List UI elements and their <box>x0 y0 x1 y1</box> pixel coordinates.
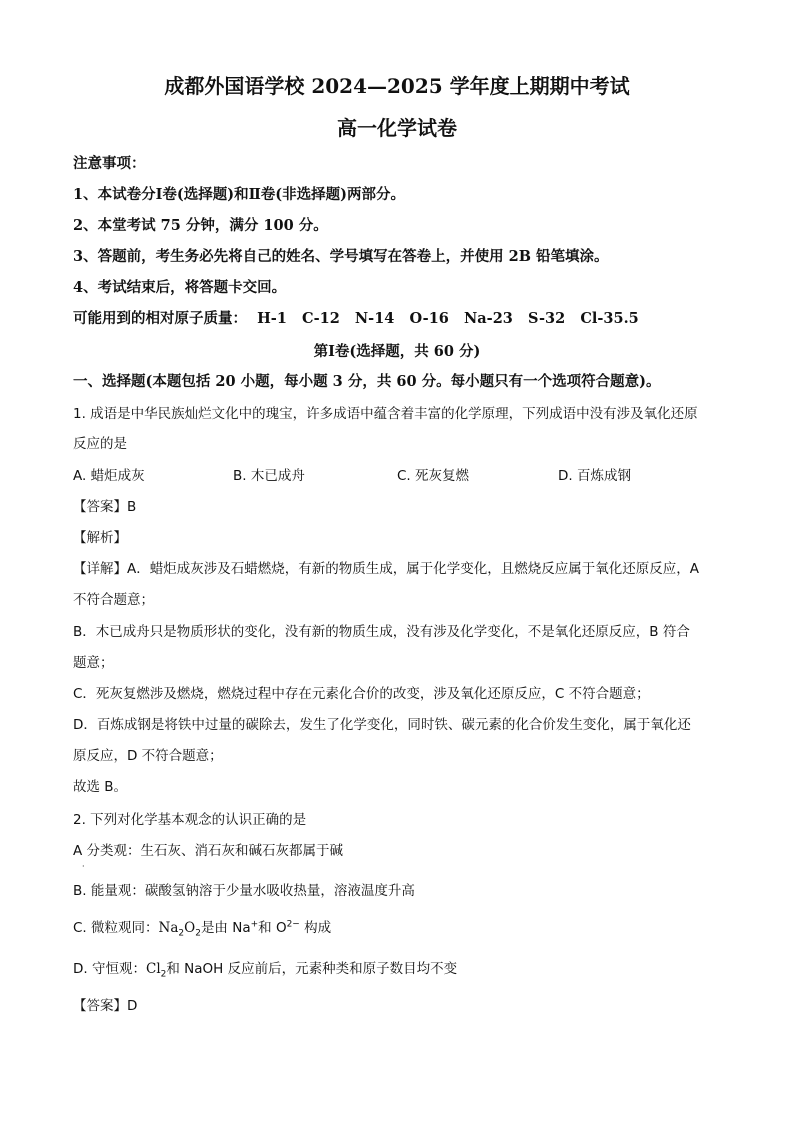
q2-option-d <box>73 957 457 980</box>
q1-detail-line: C．死灰复燃涉及燃烧，燃烧过程中存在元素化合价的改变，涉及氧化还原反应，C 不符合题意； <box>73 686 650 702</box>
q2-option-c-prefix: C. 微粒观同： <box>73 920 159 936</box>
note-item: 1、本试卷分Ⅰ卷(选择题)和Ⅱ卷(非选择题)两部分。 <box>73 186 406 203</box>
q2-option-c <box>73 916 331 939</box>
q1-answer: 【答案】B <box>73 499 137 515</box>
q2-option-b: B. 能量观：碳酸氢钠溶于少量水吸收热量，溶液温度升高 <box>73 883 415 899</box>
q1-detail-line: 不符合题意； <box>73 592 154 608</box>
formula-sub: 2 <box>178 928 185 939</box>
q2-option-c-and: 和 O <box>258 920 287 936</box>
notes-heading: 注意事项： <box>73 155 146 172</box>
note-item: 4、考试结束后，将答题卡交回。 <box>73 279 287 296</box>
dot-mark: · <box>82 862 85 871</box>
ion-charge: 2− <box>286 919 300 930</box>
question-2-stem: 2. 下列对化学基本观念的认识正确的是 <box>73 812 307 828</box>
formula-na: Na <box>158 920 179 936</box>
q2-option-a: A 分类观：生石灰、消石灰和碱石灰都属于碱 <box>73 843 344 859</box>
q1-detail-line: 故选 B。 <box>73 779 128 795</box>
q2-option-d-rest: 和 NaOH 反应前后，元素种类和原子数目均不变 <box>166 961 458 977</box>
q1-option-c: C. 死灰复燃 <box>397 468 470 484</box>
q1-detail-line: D．百炼成钢是将铁中过量的碳除去，发生了化学变化，同时铁、碳元素的化合价发生变化，属于氧化还 <box>73 717 691 733</box>
q2-option-c-mid: 是由 Na <box>200 920 251 936</box>
exam-subtitle: 高一化学试卷 <box>337 116 457 140</box>
q2-option-c-end: 构成 <box>299 920 332 936</box>
q2-answer: 【答案】D <box>73 998 138 1014</box>
atomic-mass-line: 可能用到的相对原子质量： H-1 C-12 N-14 O-16 Na-23 S-32 Cl-35.5 <box>73 310 639 327</box>
q1-analysis-label: 【解析】 <box>73 530 127 546</box>
q1-detail-line: 原反应，D 不符合题意； <box>73 748 223 764</box>
exam-title: 成都外国语学校 2024—2025 学年度上期期中考试 <box>164 74 630 98</box>
q1-detail-line: B．木已成舟只是物质形状的变化，没有新的物质生成，没有涉及化学变化，不是氧化还原反应，B 符合 <box>73 624 690 640</box>
note-item: 3、答题前，考生务必先将自己的姓名、学号填写在答卷上，并使用 2B 铅笔填涂。 <box>73 248 609 265</box>
note-item: 2、本堂考试 75 分钟，满分 100 分。 <box>73 217 328 234</box>
formula-o: O <box>184 920 196 936</box>
formula-sub: 2 <box>160 969 167 980</box>
formula-cl: Cl <box>145 961 161 977</box>
q1-option-d: D. 百炼成钢 <box>558 468 631 484</box>
q2-option-d-prefix: D. 守恒观： <box>73 961 146 977</box>
section-instruction: 一、选择题(本题包括 20 小题，每小题 3 分，共 60 分。每小题只有一个选项符合题意)。 <box>73 373 661 390</box>
question-1-stem-cont: 反应的是 <box>73 436 127 452</box>
q1-detail-line: 题意； <box>73 655 114 671</box>
q1-detail-line: 【详解】A．蜡炬成灰涉及石蜡燃烧，有新的物质生成，属于化学变化，且燃烧反应属于氧化还原反应，A <box>73 561 699 577</box>
q1-option-a: A. 蜡炬成灰 <box>73 468 145 484</box>
q1-option-b: B. 木已成舟 <box>233 468 305 484</box>
section-heading: 第Ⅰ卷(选择题，共 60 分) <box>313 343 481 360</box>
ion-charge: + <box>250 919 259 930</box>
formula-sub: 2 <box>195 928 201 939</box>
question-1-stem: 1. 成语是中华民族灿烂文化中的瑰宝，许多成语中蕴含着丰富的化学原理，下列成语中没有涉及氧化还原 <box>73 406 698 422</box>
